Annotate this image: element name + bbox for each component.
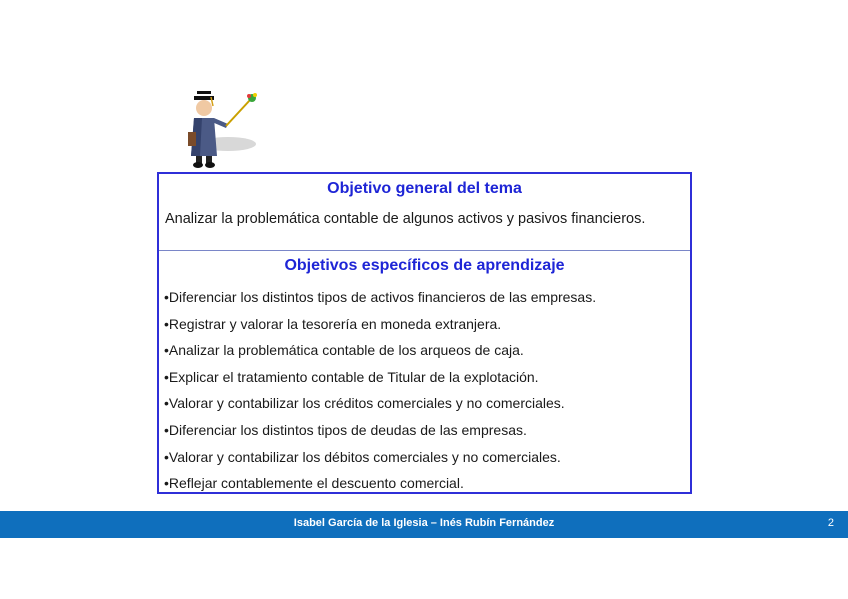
general-objective-title: Objetivo general del tema	[327, 180, 522, 197]
page-number: 2	[827, 517, 834, 529]
section-divider	[159, 250, 690, 251]
specific-objectives-list	[164, 288, 596, 501]
footer-authors: Isabel García de la Iglesia – Inés Rubín Fernández	[293, 517, 555, 529]
list-item: •Valorar y contabilizar los créditos comerciales y no comerciales.	[164, 395, 565, 412]
list-item: •Analizar la problemática contable de los arqueos de caja.	[164, 342, 524, 359]
list-item: •Registrar y valorar la tesorería en moneda extranjera.	[164, 315, 502, 332]
general-objective-text: Analizar la problemática contable de algunos activos y pasivos financieros.	[165, 211, 646, 227]
list-item: •Diferenciar los distintos tipos de activos financieros de las empresas.	[164, 289, 597, 305]
footer-bar	[0, 511, 848, 538]
list-item: •Reflejar contablemente el descuento comercial.	[164, 475, 464, 492]
graduate-with-pointer-icon	[180, 86, 270, 170]
list-item: •Diferenciar los distintos tipos de deudas de las empresas.	[164, 421, 527, 438]
specific-objectives-title: Objetivos específicos de aprendizaje	[284, 257, 565, 274]
list-item: •Valorar y contabilizar los débitos comerciales y no comerciales.	[164, 448, 561, 465]
objectives-box	[157, 172, 692, 494]
list-item: •Explicar el tratamiento contable de Titular de la explotación.	[164, 368, 539, 385]
